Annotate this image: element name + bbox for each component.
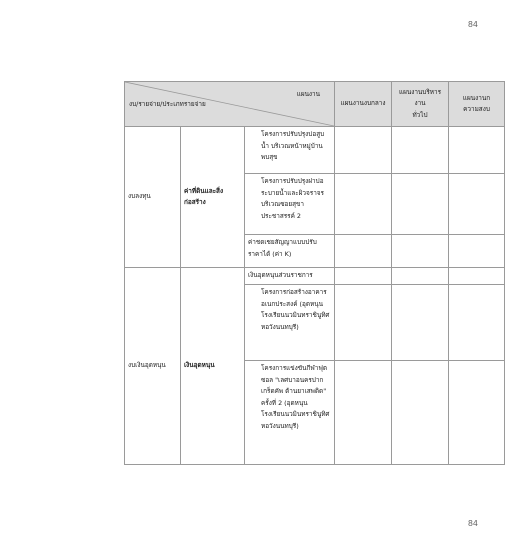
value-cell	[449, 285, 505, 361]
value-cell	[449, 361, 505, 465]
value-cell	[335, 235, 392, 268]
budget-category-cell: งบลงทุน	[125, 127, 181, 268]
value-cell	[392, 127, 449, 174]
value-cell	[392, 174, 449, 235]
project-item: โครงการแข่งขันกีฬาฟุตซอล "เลศบาอนครปากเกร็ดคัพ ต้านยาเสพติด" ครั้งที่ 2 (อุดหนุนโรงเรียนนวมินทราชินูทิศ หอวังนนทบุรี)	[245, 361, 335, 465]
project-item: โครงการปรับปรุงฝาบ่อระบายน้ำและผิวจราจร บริเวณซอยสุขาประชาสรรค์ 2	[245, 174, 335, 235]
value-cell	[335, 285, 392, 361]
value-cell	[335, 268, 392, 285]
budget-type-cell: ค่าที่ดินและสิ่งก่อสร้าง	[181, 127, 245, 268]
budget-table	[124, 81, 505, 465]
value-cell	[335, 174, 392, 235]
page-number-top: 84	[467, 20, 478, 29]
project-item: โครงการก่อสร้างอาคารอเนกประสงค์ (อุดหนุนโรงเรียนนวมินทราชินูทิศ หอวังนนทบุรี)	[245, 285, 335, 361]
value-cell	[335, 127, 392, 174]
value-cell	[392, 285, 449, 361]
project-item: โครงการปรับปรุงบ่อสูบน้ำ บริเวณหน้าหมู่บ้านพบสุข	[245, 127, 335, 174]
header-general-admin-plan: แผนงานบริหารงาน ทั่วไป	[392, 82, 449, 127]
table-row	[125, 127, 505, 174]
header-central-plan: แผนงานงบกลาง	[335, 82, 392, 127]
header-budget-type-label: งบ/รายจ่าย/ประเภทรายจ่าย	[129, 99, 206, 108]
header-plan-label: แผนงาน	[296, 90, 321, 98]
budget-type-cell: เงินอุดหนุน	[181, 268, 245, 465]
header-peace-plan: แผนงานก ความสงบ	[449, 82, 505, 127]
table-header-row	[125, 82, 505, 127]
page-number-bottom: 84	[467, 519, 478, 528]
budget-table-container	[124, 81, 491, 463]
value-cell	[392, 268, 449, 285]
project-item: ค่าชดเชยสัญญาแบบปรับราคาได้ (ค่า K)	[245, 235, 335, 268]
table-row	[125, 268, 505, 285]
value-cell	[449, 174, 505, 235]
value-cell	[449, 235, 505, 268]
corner-header-cell	[125, 82, 335, 127]
value-cell	[449, 127, 505, 174]
value-cell	[392, 361, 449, 465]
value-cell	[449, 268, 505, 285]
value-cell	[335, 361, 392, 465]
project-item: เงินอุดหนุนส่วนราชการ	[245, 268, 335, 285]
budget-category-cell: งบเงินอุดหนุน	[125, 268, 181, 465]
value-cell	[392, 235, 449, 268]
